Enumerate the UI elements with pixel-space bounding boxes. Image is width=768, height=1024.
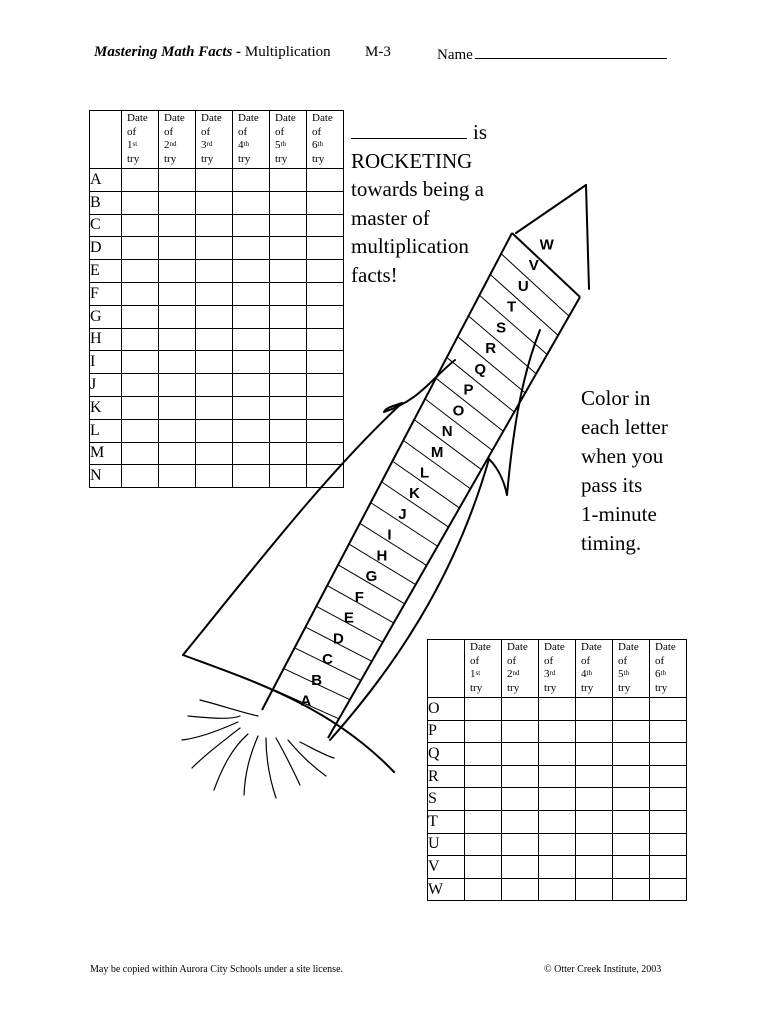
rocket-letter[interactable]: U — [517, 277, 529, 295]
header-of: of — [312, 125, 322, 138]
ordinal-number: 1 — [127, 139, 133, 151]
instruction-line: timing. — [581, 531, 642, 555]
rocket-letter[interactable]: K — [409, 485, 420, 503]
letter-cell: Q — [428, 743, 465, 766]
letter-cell: E — [90, 260, 122, 283]
header-date: Date — [655, 641, 676, 653]
slogan-line: multiplication — [351, 234, 469, 258]
letter-cell: G — [90, 305, 122, 328]
rocket-letter[interactable]: R — [485, 340, 497, 358]
header-try: try — [544, 681, 557, 694]
letter-cell: U — [428, 833, 465, 856]
header-date: Date — [544, 641, 565, 653]
header-date: Date — [618, 641, 639, 653]
ordinal-suffix: th — [243, 140, 249, 148]
rocket-letter[interactable]: G — [365, 568, 378, 586]
header-try: try — [470, 681, 483, 694]
header-try: try — [507, 681, 520, 694]
header-of: of — [275, 125, 285, 138]
header-of: of — [127, 125, 137, 138]
header-try: try — [618, 681, 631, 694]
header-date: Date — [164, 112, 185, 124]
slogan-line: ROCKETING — [351, 148, 473, 173]
letter-cell: P — [428, 720, 465, 743]
letter-cell: R — [428, 765, 465, 788]
letter-cell: M — [90, 442, 122, 465]
instruction-line: when you — [581, 444, 664, 468]
letter-cell: D — [90, 237, 122, 260]
header-try: try — [312, 152, 325, 165]
letter-cell: B — [90, 191, 122, 214]
ordinal-number: 6 — [655, 668, 661, 680]
ordinal-number: 3 — [201, 139, 207, 151]
letter-cell: V — [428, 856, 465, 879]
ordinal-suffix: rd — [549, 669, 556, 677]
rocket-letter[interactable]: A — [300, 692, 312, 710]
rocket-letter[interactable]: N — [441, 423, 453, 441]
rocket-letter[interactable]: Q — [474, 360, 487, 378]
instruction-line: pass its — [581, 473, 643, 497]
header-date: Date — [238, 112, 259, 124]
ladder-left-rail — [262, 233, 512, 710]
header-try: try — [275, 152, 288, 165]
ordinal-suffix: th — [660, 669, 666, 677]
copyright-footer: © Otter Creek Institute, 2003 — [544, 964, 662, 975]
header-of: of — [544, 654, 554, 667]
ordinal-suffix: th — [317, 140, 323, 148]
header-date: Date — [470, 641, 491, 653]
header-of: of — [238, 125, 248, 138]
rocket-letter[interactable]: L — [420, 464, 430, 482]
slogan-line: facts! — [351, 262, 398, 287]
header-of: of — [655, 654, 665, 667]
rocket-letter[interactable]: M — [430, 443, 444, 461]
rocket-letter[interactable]: D — [333, 630, 344, 648]
header-of: of — [618, 654, 628, 667]
worksheet-code: M-3 — [365, 44, 391, 60]
worksheet-subject: Multiplication — [244, 44, 331, 60]
ordinal-number: 5 — [275, 139, 281, 151]
ordinal-suffix: th — [280, 140, 286, 148]
rocket-nose-left — [516, 185, 586, 233]
ordinal-number: 1 — [470, 668, 476, 680]
header-try: try — [655, 681, 668, 694]
ordinal-number: 3 — [544, 668, 550, 680]
ordinal-number: 2 — [164, 139, 170, 151]
letter-cell: C — [90, 214, 122, 237]
rocket-flame — [182, 700, 334, 798]
letter-cell: O — [428, 698, 465, 721]
rocket-letter[interactable]: E — [343, 609, 354, 627]
header-try: try — [201, 152, 214, 165]
header-try: try — [164, 152, 177, 165]
ordinal-number: 4 — [581, 668, 587, 680]
rocket-letter[interactable]: W — [539, 236, 554, 254]
letter-cell: T — [428, 810, 465, 833]
letter-cell: N — [90, 465, 122, 488]
ordinal-suffix: rd — [206, 140, 213, 148]
instruction-line: 1-minute — [581, 502, 657, 526]
header-date: Date — [507, 641, 528, 653]
rocket-letter[interactable]: F — [354, 588, 364, 606]
rocket-left-fin — [183, 360, 455, 655]
ordinal-number: 6 — [312, 139, 318, 151]
ordinal-suffix: st — [132, 140, 138, 148]
letter-cell: L — [90, 419, 122, 442]
license-footer: May be copied within Aurora City Schools under a site license. — [90, 964, 344, 975]
ladder-rung[interactable] — [360, 523, 427, 565]
rocket-letter[interactable]: T — [506, 298, 517, 316]
header-of: of — [201, 125, 211, 138]
name-label: Name — [437, 47, 473, 63]
ordinal-number: 2 — [507, 668, 513, 680]
letter-cell: J — [90, 374, 122, 397]
letter-cell: W — [428, 878, 465, 901]
header-of: of — [470, 654, 480, 667]
ordinal-suffix: th — [586, 669, 592, 677]
instruction-line: each letter — [581, 415, 668, 439]
ordinal-suffix: st — [475, 669, 481, 677]
letter-cell: F — [90, 282, 122, 305]
rocket-letter[interactable]: I — [387, 526, 392, 544]
letter-cell: A — [90, 169, 122, 192]
rocket-letter[interactable]: J — [398, 505, 407, 523]
rocket-letter[interactable]: B — [311, 671, 323, 689]
slogan-is: is — [473, 120, 488, 144]
header-date: Date — [275, 112, 296, 124]
letter-cell: H — [90, 328, 122, 351]
instruction-line: Color in — [581, 386, 651, 410]
rocket-letter[interactable]: H — [376, 547, 388, 565]
rocket-letter[interactable]: O — [452, 402, 465, 420]
rocket-letter[interactable]: S — [496, 319, 507, 337]
slogan-line: master of — [351, 205, 430, 230]
header-try: try — [238, 152, 251, 165]
slogan-line: towards being a — [351, 177, 484, 201]
header-try: try — [581, 681, 594, 694]
rocket-letter[interactable]: C — [322, 651, 334, 669]
ordinal-number: 4 — [238, 139, 244, 151]
rocket-letter[interactable]: V — [528, 257, 539, 275]
ordinal-suffix: nd — [512, 669, 520, 677]
header-date: Date — [312, 112, 333, 124]
ordinal-suffix: th — [623, 669, 629, 677]
header-date: Date — [127, 112, 148, 124]
letter-cell: I — [90, 351, 122, 374]
ordinal-suffix: nd — [169, 140, 177, 148]
letter-cell: K — [90, 396, 122, 419]
rocket-nose-right — [586, 185, 589, 289]
header-date: Date — [201, 112, 222, 124]
letter-ladder — [262, 233, 580, 738]
header-of: of — [164, 125, 174, 138]
header-try: try — [127, 152, 140, 165]
worksheet-series-title: Mastering Math Facts - — [94, 44, 242, 60]
rocket-bottom-curve — [183, 655, 394, 772]
header-date: Date — [581, 641, 602, 653]
header-of: of — [581, 654, 591, 667]
letter-cell: S — [428, 788, 465, 811]
ordinal-number: 5 — [618, 668, 624, 680]
rocket-letter[interactable]: P — [463, 381, 474, 399]
header-of: of — [507, 654, 517, 667]
